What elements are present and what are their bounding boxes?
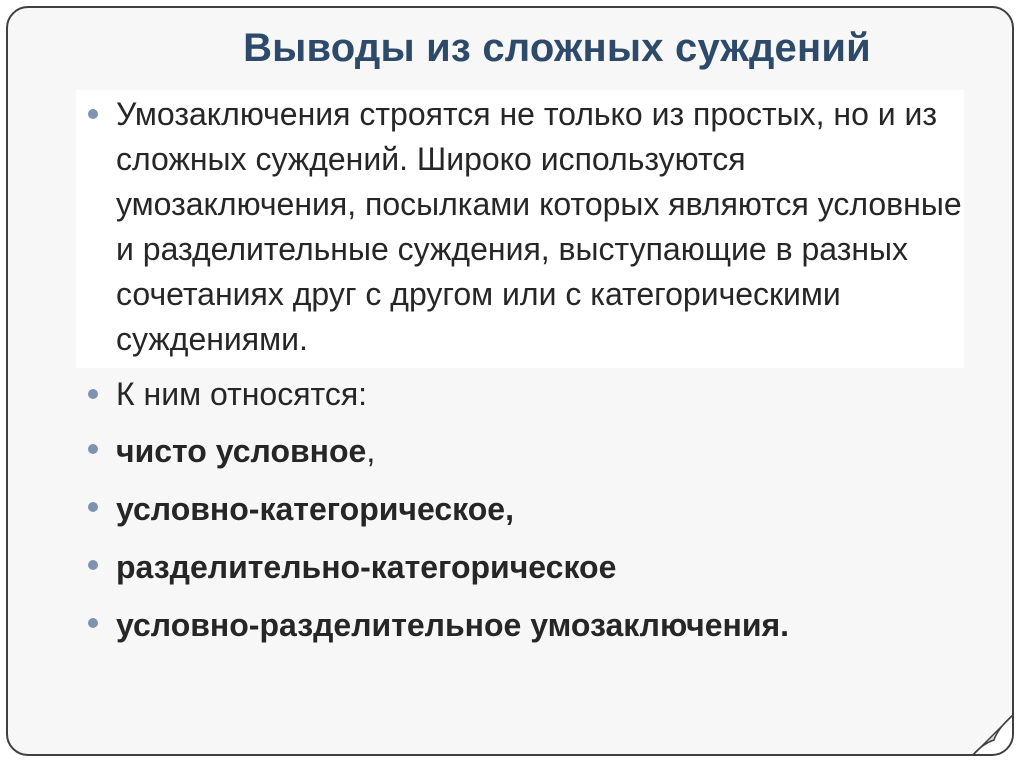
bullet-suffix: , (366, 433, 376, 469)
intro-paragraph-block (76, 90, 964, 368)
bullet-dot-icon (88, 618, 98, 628)
slide (6, 6, 1014, 756)
bullet-item (84, 485, 984, 533)
bullet-dot-icon (88, 109, 98, 119)
bullet-text: условно-разделительное умозаключения. (116, 607, 790, 643)
bullet-dot-icon (88, 502, 98, 512)
bullet-list (84, 90, 984, 649)
bullet-text: К ним относятся: (116, 376, 368, 412)
bullet-item (84, 427, 984, 475)
bullet-text: условно-категорическое, (116, 491, 514, 527)
page-curl-icon (968, 710, 1014, 756)
bullet-item (84, 92, 964, 362)
bullet-dot-icon (88, 560, 98, 570)
bullet-text: Умозаключения строятся не только из простых, но и из сложных суждений. Широко используются умозаключения, посылками которых являются условные и разделительные суждения, выступающие в разных сочетаниях друг с другом или с категорическими суждениями. (116, 96, 962, 357)
bullet-item (84, 601, 984, 649)
bullet-dot-icon (88, 389, 98, 399)
bullet-dot-icon (88, 444, 98, 454)
bullet-item (84, 372, 984, 417)
bullet-text: разделительно-категорическое (116, 549, 617, 585)
bullet-text: чисто условное (116, 433, 367, 469)
bullet-item (84, 543, 984, 591)
slide-title: Выводы из сложных суждений (243, 26, 871, 70)
